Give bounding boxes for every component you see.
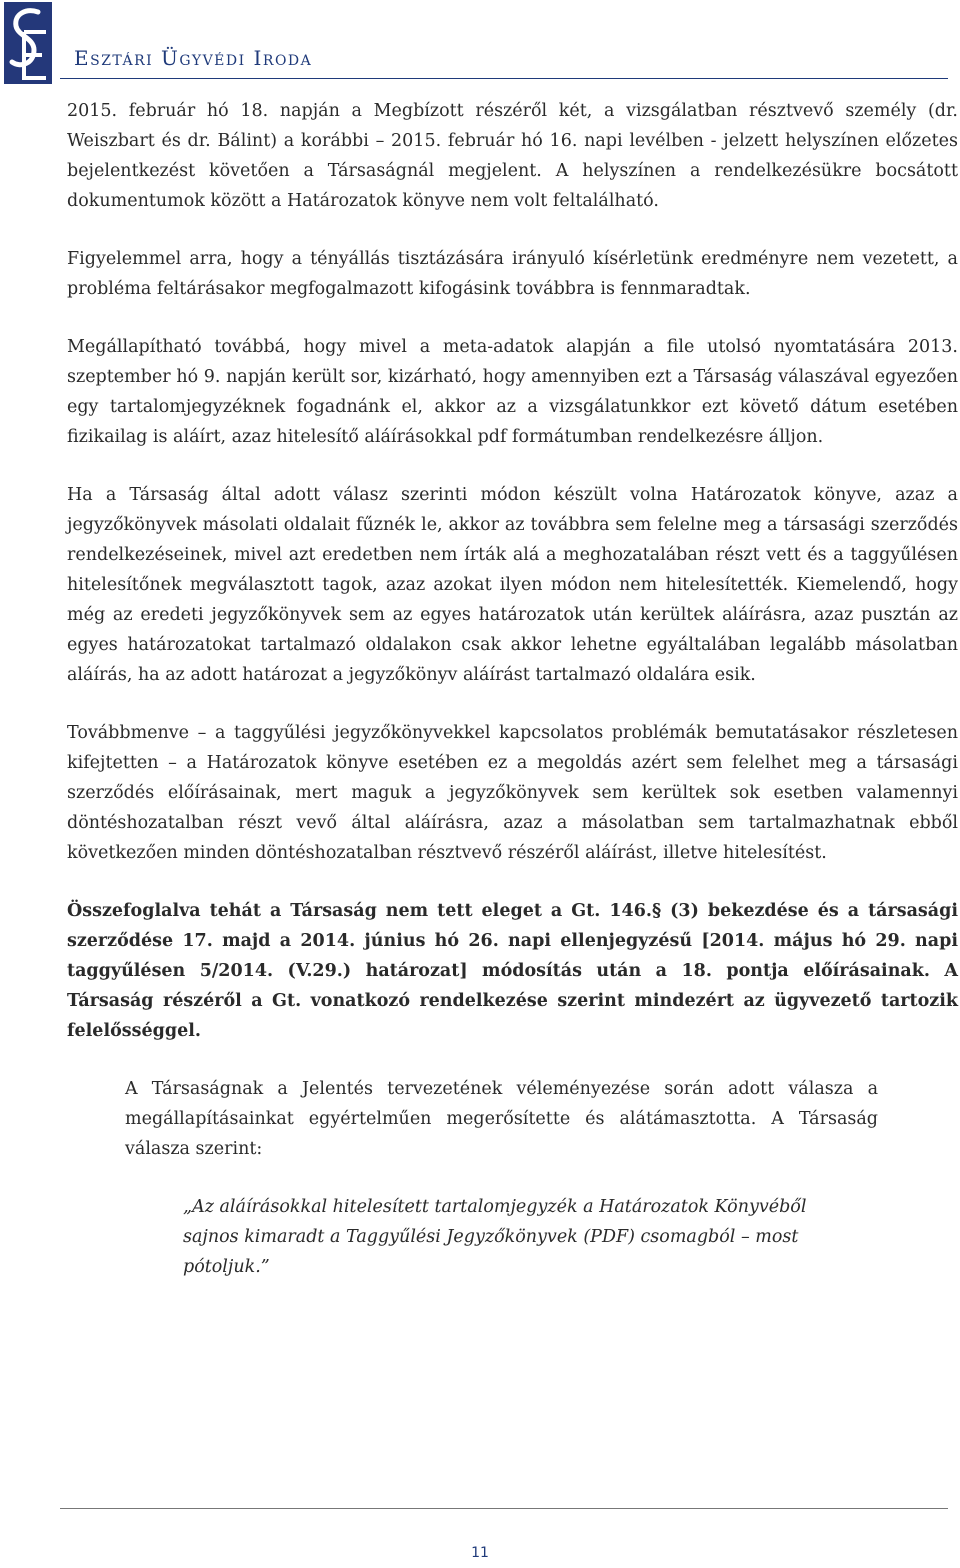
paragraph-minutes: Továbbmenve – a taggyűlési jegyzőkönyvekkel kapcsolatos problémák bemutatásakor részletesen kifejtetten – a Határozatok könyve esetében ez a megoldás azért sem felelhet meg a társasági szerződés előírásainak, mert maguk a jegyzőkönyvek sem kerültek sok esetben valamennyi döntéshozatalban részt vevő által aláírásra, azaz a másolatban sem tartalmazhatnak ebből következően minden döntéshozatalban résztvevő részéről aláírást, illetve hitelesítést. xyxy=(67,723,958,863)
page-number: 11 xyxy=(471,1545,489,1561)
company-response-quote: „Az aláírásokkal hitelesített tartalomjegyzék a Határozatok Könyvéből sajnos kimaradt a Taggyűlési Jegyzőkönyvek (PDF) csomagból – most pótoljuk.” xyxy=(183,1197,807,1277)
document-body xyxy=(67,96,958,1282)
response-intro: A Társaságnak a Jelentés tervezetének véleményezése során adott válasza a megállapításainkat egyértelműen megerősítette és alátámasztotta. A Társaság válasza szerint: xyxy=(125,1079,878,1159)
paragraph-resolution-book: Ha a Társaság által adott válasz szerinti módon készült volna Határozatok könyve, azaz a jegyzőkönyvek másolati oldalait fűznék le, akkor az továbbra sem felelne meg a társasági szerződés rendelkezéseinek, mivel azt eredetben nem írták alá a meghozatalában részt vett és a taggyűlésen hitelesítőnek megválasztott tagok, azaz azokat ilyen módon nem hitelesítették. Kiemelendő, hogy még az eredeti jegyzőkönyvek sem az egyes határozatok után kerültek aláírásra, azaz pusztán az egyes határozatokat tartalmazó oldalakon csak akkor lehetne egyáltalában legalább másolatban aláírás, ha az adott határozat a jegyzőkönyv aláírást tartalmazó oldalára esik. xyxy=(67,485,958,685)
paragraph-visit: 2015. február hó 18. napján a Megbízott részéről két, a vizsgálatban résztvevő személy (dr. Weiszbart és dr. Bálint) a korábbi – 2015. február hó 16. napi levélben - jelzett helyszínen előzetes bejelentkezést követően a Társaságnál megjelent. A helyszínen a rendelkezésükre bocsátott dokumentumok között a Határozatok könyve nem volt feltalálható. xyxy=(67,101,958,211)
firm-logo xyxy=(4,2,52,84)
firm-name: Esztári Ügyvédi Iroda xyxy=(74,46,313,70)
summary-paragraph: Összefoglalva tehát a Társaság nem tett eleget a Gt. 146.§ (3) bekezdése és a társasági szerződése 17. majd a 2014. június hó 26. napi ellenjegyzésű [2014. május hó 29. napi taggyűlésen 5/2014. (V.29.) határozat] módosítás után a 18. pontja előírásainak. A Társaság részéről a Gt. vonatkozó rendelkezése szerint mindezért az ügyvezető tartozik felelősséggel. xyxy=(67,901,958,1041)
se-monogram-logo-icon xyxy=(4,2,52,84)
header-divider xyxy=(60,78,948,79)
paragraph-metadata: Megállapítható továbbá, hogy mivel a meta-adatok alapján a file utolsó nyomtatására 2013. szeptember hó 9. napján került sor, kizárható, hogy amennyiben ezt a Társaság válaszával egyezően egy tartalomjegyzéknek fogadnánk el, akkor az a vizsgálatunkkor ezt követő dátum esetében fizikailag is aláírt, azaz hitelesítő aláírásokkal pdf formátumban rendelkezésre álljon. xyxy=(67,337,958,447)
footer-divider xyxy=(60,1508,948,1509)
paragraph-objections: Figyelemmel arra, hogy a tényállás tisztázására irányuló kísérletünk eredményre nem vezetett, a probléma feltárásakor megfogalmazott kifogásink továbbra is fennmaradtak. xyxy=(67,249,958,299)
